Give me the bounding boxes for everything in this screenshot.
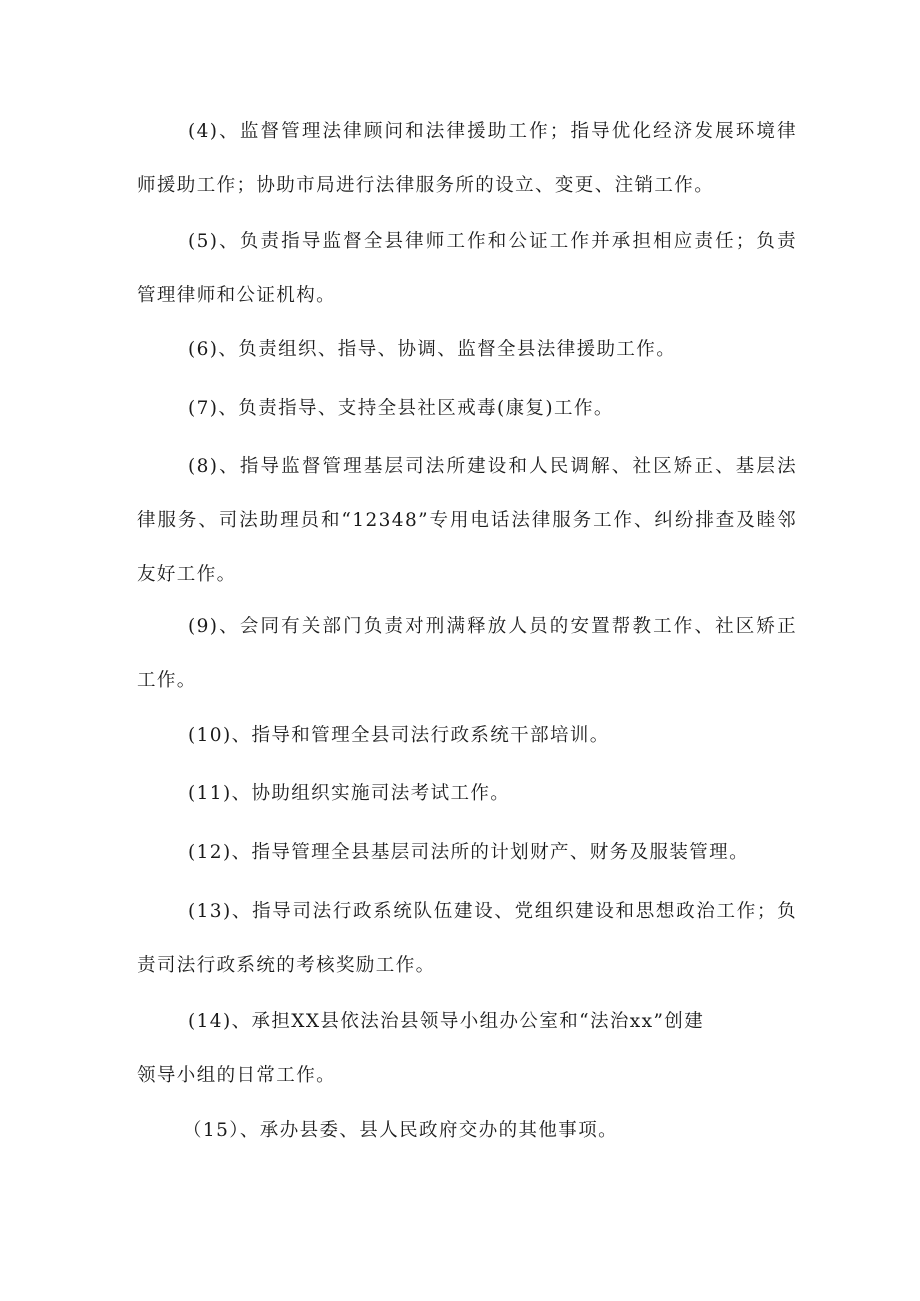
paragraph-item-11 [137, 767, 797, 821]
paragraph-item-12 [137, 826, 797, 880]
paragraph-line: (9)、会同有关部门负责对刑满释放人员的安置帮教工作、社区矫正 [188, 616, 797, 637]
paragraph-line: (6)、负责组织、指导、协调、监督全县法律援助工作。 [188, 339, 677, 360]
paragraph-line: 管理律师和公证机构。 [137, 285, 337, 306]
paragraph-line: 工作。 [137, 670, 197, 691]
paragraph-line: (10)、指导和管理全县司法行政系统干部培训。 [188, 725, 610, 746]
paragraph-item-14 [137, 995, 797, 1103]
paragraph-item-7 [137, 382, 797, 436]
paragraph-item-8 [137, 440, 797, 602]
paragraph-line: 友好工作。 [137, 564, 237, 585]
paragraph-item-13 [137, 885, 797, 993]
paragraph-item-10 [137, 709, 797, 763]
paragraph-item-5 [137, 215, 797, 323]
paragraph-line: 律服务、司法助理员和“12348”专用电话法律服务工作、纠纷排查及睦邻 [137, 510, 797, 531]
paragraph-line: (7)、负责指导、支持全县社区戒毒(康复)工作。 [188, 398, 614, 419]
paragraph-line: (8)、指导监督管理基层司法所建设和人民调解、社区矫正、基层法 [188, 456, 797, 477]
paragraph-item-15 [132, 1104, 792, 1158]
paragraph-item-6 [137, 323, 797, 377]
paragraph-item-4 [137, 105, 797, 213]
paragraph-line: (4)、监督管理法律顾问和法律援助工作；指导优化经济发展环境律 [188, 121, 797, 142]
paragraph-line: 领导小组的日常工作。 [137, 1065, 337, 1086]
paragraph-item-9 [137, 600, 797, 708]
paragraph-line: 师援助工作；协助市局进行法律服务所的设立、变更、注销工作。 [137, 175, 715, 196]
paragraph-line: (13)、指导司法行政系统队伍建设、党组织建设和思想政治工作；负 [188, 901, 797, 922]
paragraph-line: (5)、负责指导监督全县律师工作和公证工作并承担相应责任；负责 [188, 231, 797, 252]
paragraph-line: 责司法行政系统的考核奖励工作。 [137, 955, 436, 976]
paragraph-line: (14)、承担XX县依法治县领导小组办公室和“法治xx”创建 [188, 1011, 705, 1032]
paragraph-line: (11)、协助组织实施司法考试工作。 [188, 783, 511, 804]
paragraph-line: （15）、承办县委、县人民政府交办的其他事项。 [183, 1120, 618, 1141]
paragraph-line: (12)、指导管理全县基层司法所的计划财产、财务及服装管理。 [188, 842, 749, 863]
